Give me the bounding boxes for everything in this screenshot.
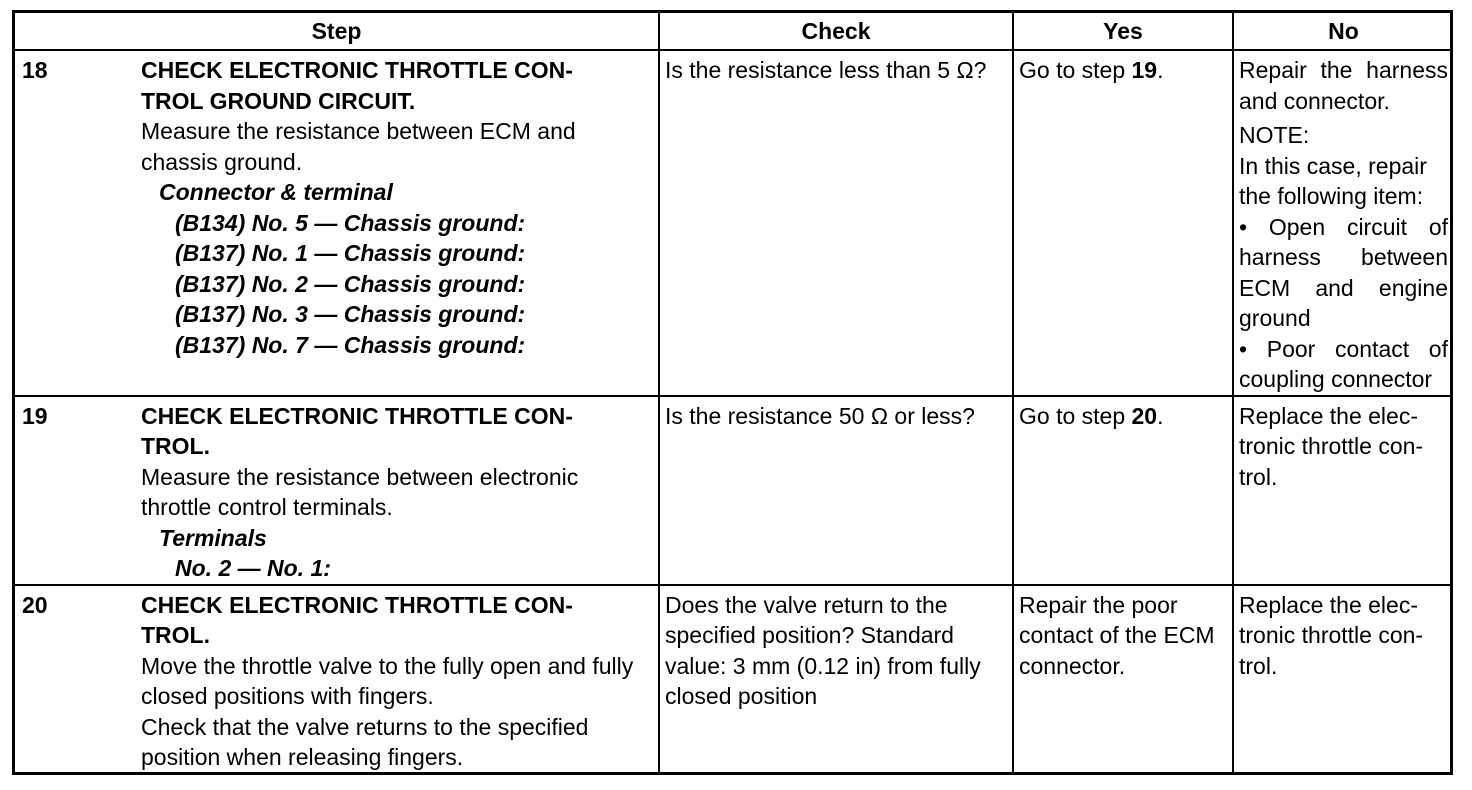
note-text: In this case, repair (1239, 152, 1427, 179)
terminal-item: No. 2 — No. 1: (175, 555, 331, 581)
yes-text: Go to step 19. (1019, 57, 1164, 83)
no-text: trol. (1239, 652, 1278, 679)
yes-cell (1013, 396, 1233, 585)
yes-text: contact of the ECM (1019, 622, 1215, 648)
note-text: ECM and engine (1239, 274, 1448, 301)
step-number: 20 (22, 591, 48, 618)
check-text: specified position? Standard (665, 622, 954, 648)
step-heading: CHECK ELECTRONIC THROTTLE CON- (141, 57, 573, 83)
check-text: value: 3 mm (0.12 in) from fully (665, 652, 981, 679)
check-text: closed position (665, 683, 818, 709)
no-text: Replace the elec- (1239, 591, 1418, 618)
step-heading: CHECK ELECTRONIC THROTTLE CON- (141, 402, 573, 429)
step-heading: TROL. (141, 433, 210, 459)
no-cell (1233, 585, 1453, 775)
no-text: Repair the harness (1239, 57, 1448, 83)
connector-title: Connector & terminal (159, 179, 393, 205)
yes-text: connector. (1019, 652, 1126, 679)
step-text: Move the throttle valve to the fully open and fully (141, 652, 634, 679)
no-text: and connector. (1239, 87, 1390, 114)
step-heading: TROL. (141, 622, 210, 648)
no-text: trol. (1239, 463, 1278, 490)
check-cell (659, 50, 1013, 396)
yes-text: Repair the poor (1019, 591, 1178, 618)
note-text: coupling connector (1239, 366, 1433, 392)
step-text: Measure the resistance between ECM and (141, 118, 576, 144)
terminal-item: (B134) No. 5 — Chassis ground: (175, 209, 526, 236)
terminal-item: (B137) No. 3 — Chassis ground: (175, 301, 526, 327)
terminal-item: (B137) No. 2 — Chassis ground: (175, 270, 526, 297)
yes-text: Go to step 20. (1019, 402, 1164, 429)
no-cell (1233, 396, 1453, 585)
note-text: • Open circuit of (1239, 213, 1448, 240)
note-text: • Poor contact of (1239, 335, 1448, 362)
terminal-item: (B137) No. 7 — Chassis ground: (175, 331, 526, 358)
check-text: Is the resistance less than 5 Ω? (665, 57, 987, 83)
note-text: harness between (1239, 244, 1448, 270)
header-check: Check (659, 13, 1013, 50)
check-text: Does the valve return to the (665, 591, 948, 618)
yes-cell (1013, 585, 1233, 775)
yes-step-number: 20 (1131, 402, 1158, 429)
table-row (15, 396, 1453, 585)
terminals-title: Terminals (159, 524, 267, 551)
step-heading: TROL GROUND CIRCUIT. (141, 87, 416, 114)
step-number: 19 (22, 402, 48, 429)
step-number: 18 (22, 57, 48, 83)
terminal-item: (B137) No. 1 — Chassis ground: (175, 240, 526, 266)
check-cell (659, 585, 1013, 775)
step-cell (15, 396, 659, 585)
table-row (15, 585, 1453, 775)
step-cell (15, 585, 659, 775)
note-label: NOTE: (1239, 122, 1310, 148)
step-text: Check that the valve returns to the specified (141, 713, 589, 740)
step-text: chassis ground. (141, 148, 303, 175)
yes-cell (1013, 50, 1233, 396)
no-text: tronic throttle con- (1239, 433, 1424, 459)
no-cell (1233, 50, 1453, 396)
header-step: Step (15, 13, 659, 50)
diagnostic-table (12, 10, 1453, 775)
check-text: Is the resistance 50 Ω or less? (665, 402, 975, 429)
table-row (15, 50, 1453, 396)
check-cell (659, 396, 1013, 585)
step-text: Measure the resistance between electronic (141, 463, 579, 490)
no-text: tronic throttle con- (1239, 622, 1424, 648)
no-text: Replace the elec- (1239, 402, 1418, 429)
step-text: throttle control terminals. (141, 494, 393, 520)
header-row (15, 13, 1453, 50)
note-text: the following item: (1239, 183, 1424, 209)
step-cell (15, 50, 659, 396)
step-heading: CHECK ELECTRONIC THROTTLE CON- (141, 591, 573, 618)
header-no: No (1233, 13, 1453, 50)
yes-step-number: 19 (1131, 57, 1158, 83)
step-text: closed positions with fingers. (141, 683, 434, 709)
note-text: ground (1239, 305, 1311, 331)
header-yes: Yes (1013, 13, 1233, 50)
step-text: position when releasing fingers. (141, 744, 464, 770)
